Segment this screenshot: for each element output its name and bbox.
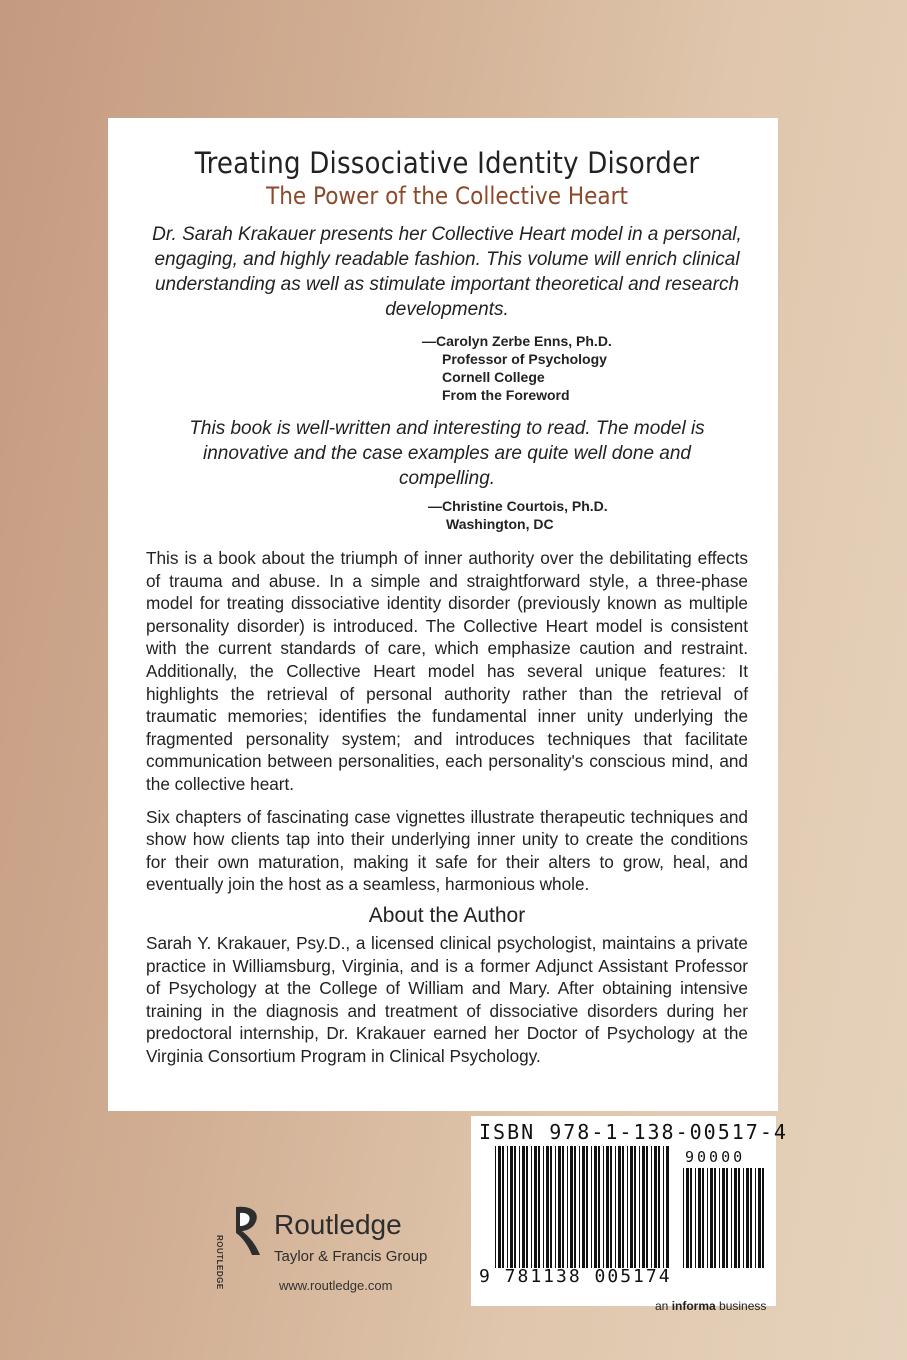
barcode-bar — [538, 1146, 540, 1268]
attribution-line: From the Foreword — [442, 387, 570, 403]
barcode-bar — [695, 1168, 696, 1268]
barcode-bar — [562, 1146, 564, 1268]
attribution-line: Professor of Psychology — [442, 351, 607, 367]
barcode-bar — [714, 1168, 716, 1268]
publisher-name: Routledge — [274, 1209, 402, 1240]
barcode-bar — [707, 1168, 708, 1268]
informa-word: informa — [671, 1299, 716, 1313]
barcode-bar — [639, 1146, 640, 1268]
price-code: 90000 — [685, 1148, 746, 1166]
barcode-bar — [622, 1146, 624, 1268]
barcode-bar — [698, 1168, 701, 1268]
barcode-bar — [654, 1146, 657, 1268]
isbn-label: ISBN 978-1-138-00517-4 — [479, 1120, 788, 1144]
barcode-bar — [719, 1168, 720, 1268]
barcode-bar — [755, 1168, 756, 1268]
barcode-bar — [630, 1146, 633, 1268]
barcode-bar — [743, 1168, 744, 1268]
about-author-heading: About the Author — [368, 903, 526, 927]
barcode-bar — [663, 1146, 664, 1268]
barcode-bar — [666, 1146, 669, 1268]
barcode-bar — [731, 1168, 732, 1268]
barcode-bar — [615, 1146, 616, 1268]
barcode-bar — [762, 1168, 764, 1268]
barcode-bar — [642, 1146, 645, 1268]
barcode-bar — [750, 1168, 752, 1268]
endorsement-quote-2: This book is well-written and interesting to read. The model is innovative and the case examples are quite well done and compelling. — [189, 418, 705, 489]
barcode-bar — [546, 1146, 549, 1268]
barcode-bar — [495, 1146, 496, 1268]
isbn-barcode — [471, 1116, 788, 1306]
barcode-bar — [710, 1168, 713, 1268]
barcode-bar — [570, 1146, 573, 1268]
barcode-bar — [522, 1146, 525, 1268]
barcode-bar — [627, 1146, 628, 1268]
description-paragraph-1: This is a book about the triumph of inner authority over the debilitating effects of trauma and abuse. In a simple and straightforward style, a three-phase model for treating dissociative identity disorder (previously known as multiple personality disorder) is introduced. The Collective Heart model is consistent with the current standards of care, which emphasize caution and restraint. Additionally, the Collective Heart model has several unique features: It highlights the retrieval of personal authority rather than the retrieval of traumatic memories; identifies the fundamental inner unity underlying the fragmented personality system; and introduces techniques that facilitate communication between personalities, each personality's conscious mind, and the collective heart. — [146, 548, 748, 794]
informa-suffix: business — [715, 1299, 767, 1313]
book-subtitle: The Power of the Collective Heart — [266, 182, 628, 210]
barcode-bar — [531, 1146, 532, 1268]
barcode-bar — [606, 1146, 609, 1268]
barcode-bar — [758, 1168, 761, 1268]
barcode-bar — [579, 1146, 580, 1268]
barcode-bar — [550, 1146, 552, 1268]
barcode-bar — [574, 1146, 576, 1268]
barcode-bar — [610, 1146, 612, 1268]
barcode-bar — [502, 1146, 504, 1268]
endorsement-attribution-2 — [428, 497, 748, 533]
barcode-bar — [634, 1146, 636, 1268]
barcode-bar — [586, 1146, 588, 1268]
barcode-bar — [582, 1146, 585, 1268]
informa-business-tagline — [655, 1299, 766, 1313]
barcode-bar — [686, 1168, 689, 1268]
barcode-bar — [543, 1146, 544, 1268]
about-author-text: Sarah Y. Krakauer, Psy.D., a licensed clinical psychologist, maintains a private practice in Williamsburg, Virginia, and is a former Adjunct Assistant Professor of Psychology at the College of William and Mary. After obtaining intensive training in the diagnosis and treatment of dissociative disorders during her predoctoral internship, Dr. Krakauer earned her Doctor of Psychology at the Virginia Consortium Program in Clinical Psychology. — [146, 932, 748, 1066]
barcode-addon-bars — [683, 1168, 767, 1268]
barcode-bar — [726, 1168, 728, 1268]
barcode-main-bars — [495, 1146, 673, 1268]
barcode-bar — [555, 1146, 556, 1268]
attribution-line: —Christine Courtois, Ph.D. — [428, 498, 608, 514]
barcode-bar — [683, 1168, 684, 1268]
barcode-bar — [690, 1168, 692, 1268]
barcode-bar — [567, 1146, 568, 1268]
publisher-group: Taylor & Francis Group — [274, 1248, 428, 1265]
attribution-line: —Carolyn Zerbe Enns, Ph.D. — [422, 333, 612, 349]
logo-vertical-text: ROUTLEDGE — [215, 1235, 224, 1290]
barcode-bar — [514, 1146, 516, 1268]
barcode-bar — [734, 1168, 737, 1268]
description-paragraph-2: Six chapters of fascinating case vignettes illustrate therapeutic techniques and show how clients tap into their underlying inner unity to create the conditions for their own maturation, making it safe for their alters to grow, heal, and eventually join the host as a seamless, harmonious whole. — [146, 806, 748, 895]
barcode-bar — [498, 1146, 501, 1268]
barcode-bar — [526, 1146, 528, 1268]
barcode-bar — [534, 1146, 537, 1268]
barcode-bar — [746, 1168, 749, 1268]
barcode-bar — [738, 1168, 740, 1268]
barcode-bar — [646, 1146, 648, 1268]
endorsement-attribution-1 — [422, 332, 748, 404]
barcode-bar — [558, 1146, 561, 1268]
attribution-line: Washington, DC — [446, 516, 554, 532]
endorsement-quote-1: Dr. Sarah Krakauer presents her Collective Heart model in a personal, engaging, and highly readable fashion. This volume will enrich clinical understanding as well as stimulate important theoretical and research developments. — [152, 224, 742, 320]
barcode-bar — [591, 1146, 592, 1268]
publisher-website: www.routledge.com — [279, 1278, 393, 1293]
barcode-bar — [658, 1146, 660, 1268]
informa-prefix: an — [655, 1299, 672, 1313]
barcode-digits: 9 781138 005174 — [479, 1266, 672, 1287]
back-cover-text-panel — [108, 118, 778, 1111]
barcode-bar — [507, 1146, 508, 1268]
routledge-r-logo-icon — [230, 1205, 266, 1257]
attribution-line: Cornell College — [442, 369, 545, 385]
book-title: Treating Dissociative Identity Disorder — [194, 146, 700, 180]
barcode-bar — [651, 1146, 652, 1268]
barcode-bar — [598, 1146, 600, 1268]
barcode-bar — [603, 1146, 604, 1268]
barcode-bar — [618, 1146, 621, 1268]
barcode-bar — [519, 1146, 520, 1268]
barcode-bar — [594, 1146, 597, 1268]
barcode-bar — [722, 1168, 725, 1268]
barcode-bar — [702, 1168, 704, 1268]
barcode-bar — [510, 1146, 513, 1268]
